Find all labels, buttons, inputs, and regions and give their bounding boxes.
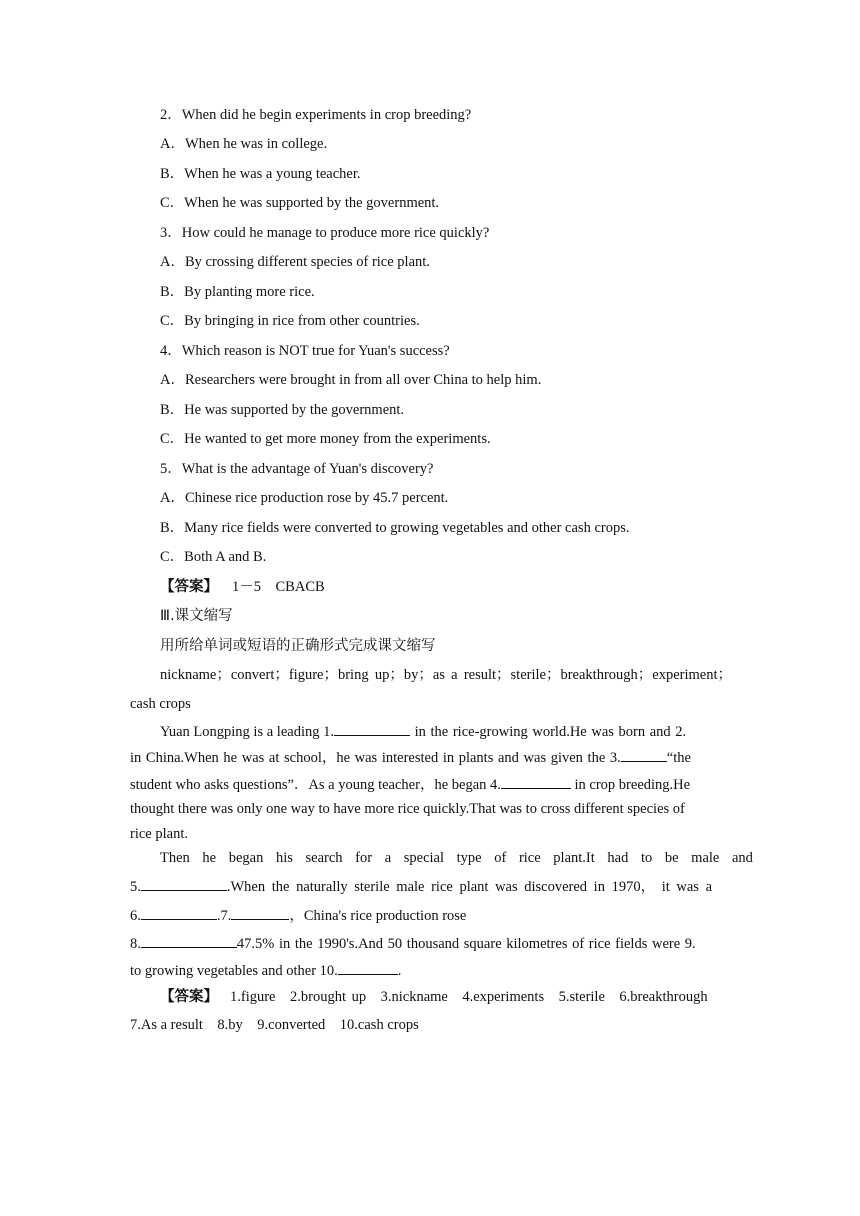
answer-label-2: 【答案】 [160,989,218,1005]
question-3-option-b: B．By planting more rice. [160,284,315,300]
blank-5[interactable] [141,876,227,891]
section-heading: Ⅲ.课文缩写 [160,608,233,624]
passage-line-9: 8. 47.5% in the 1990's.And 50 thousand square kilometres of rice fields were 9. [130,933,696,953]
question-4-option-a: A．Researchers were brought in from all over China to help him. [160,372,542,388]
blank-4[interactable] [501,774,571,789]
question-2-stem: 2．When did he begin experiments in crop breeding? [160,107,472,123]
passage-line-4: thought there was only one way to have more rice quickly.That was to cross different species of [130,801,685,817]
question-3-option-c: C．By bringing in rice from other countries. [160,313,420,329]
passage-line-8: 6. .7. ，China's rice production rose [130,905,466,925]
question-5-stem: 5．What is the advantage of Yuan's discovery? [160,461,434,477]
answer-line-1: 1.figure 2.brought up 3.nickname 4.experiments 5.sterile 6.breakthrough [230,989,708,1005]
answer-line-2: 7.As a result 8.by 9.converted 10.cash crops [130,1017,419,1033]
answer-block-2 [160,988,708,1006]
blank-3[interactable] [621,747,667,762]
blank-10[interactable] [338,960,398,975]
answer-label: 【答案】 [160,579,218,595]
question-2-option-b: B．When he was a young teacher. [160,166,361,182]
passage-line-10: to growing vegetables and other 10. . [130,960,401,980]
passage-line-3: student who asks questions”．As a young teacher，he began 4. in crop breeding.He [130,774,690,794]
question-5-option-a: A．Chinese rice production rose by 45.7 percent. [160,490,449,506]
blank-8[interactable] [141,933,237,948]
question-4-stem: 4．Which reason is NOT true for Yuan's success? [160,343,450,359]
passage-line-6: Then he began his search for a special type of rice plant.It had to be male and [160,850,753,866]
passage-line-1: Yuan Longping is a leading 1. in the rice-growing world.He was born and 2. [160,721,732,741]
question-5-option-c: C．Both A and B. [160,549,267,565]
answer-text: 1－5 CBACB [232,579,325,595]
blank-6[interactable] [141,905,217,920]
question-3-option-a: A．By crossing different species of rice plant. [160,254,430,270]
section-instruction: 用所给单词或短语的正确形式完成课文缩写 [160,638,436,654]
word-bank-line-1: nickname；convert；figure；bring up；by；as a result；sterile；breakthrough；experiment； [160,667,732,683]
blank-1[interactable] [334,721,410,736]
question-4-option-c: C．He wanted to get more money from the experiments. [160,431,491,447]
word-bank-line-2: cash crops [130,696,191,712]
question-2-option-c: C．When he was supported by the government. [160,195,440,211]
question-4-option-b: B．He was supported by the government. [160,402,405,418]
question-3-stem: 3．How could he manage to produce more rice quickly? [160,225,490,241]
passage-line-2: in China.When he was at school，he was interested in plants and was given the 3. “the [130,747,691,767]
question-5-option-b: B．Many rice fields were converted to growing vegetables and other cash crops. [160,520,630,536]
blank-7[interactable] [231,905,289,920]
passage-line-7: 5. .When the naturally sterile male rice plant was discovered in 1970， it was a [130,876,712,896]
passage-line-5: rice plant. [130,826,188,842]
answer-block-1 [160,578,325,596]
question-2-option-a: A．When he was in college. [160,136,328,152]
